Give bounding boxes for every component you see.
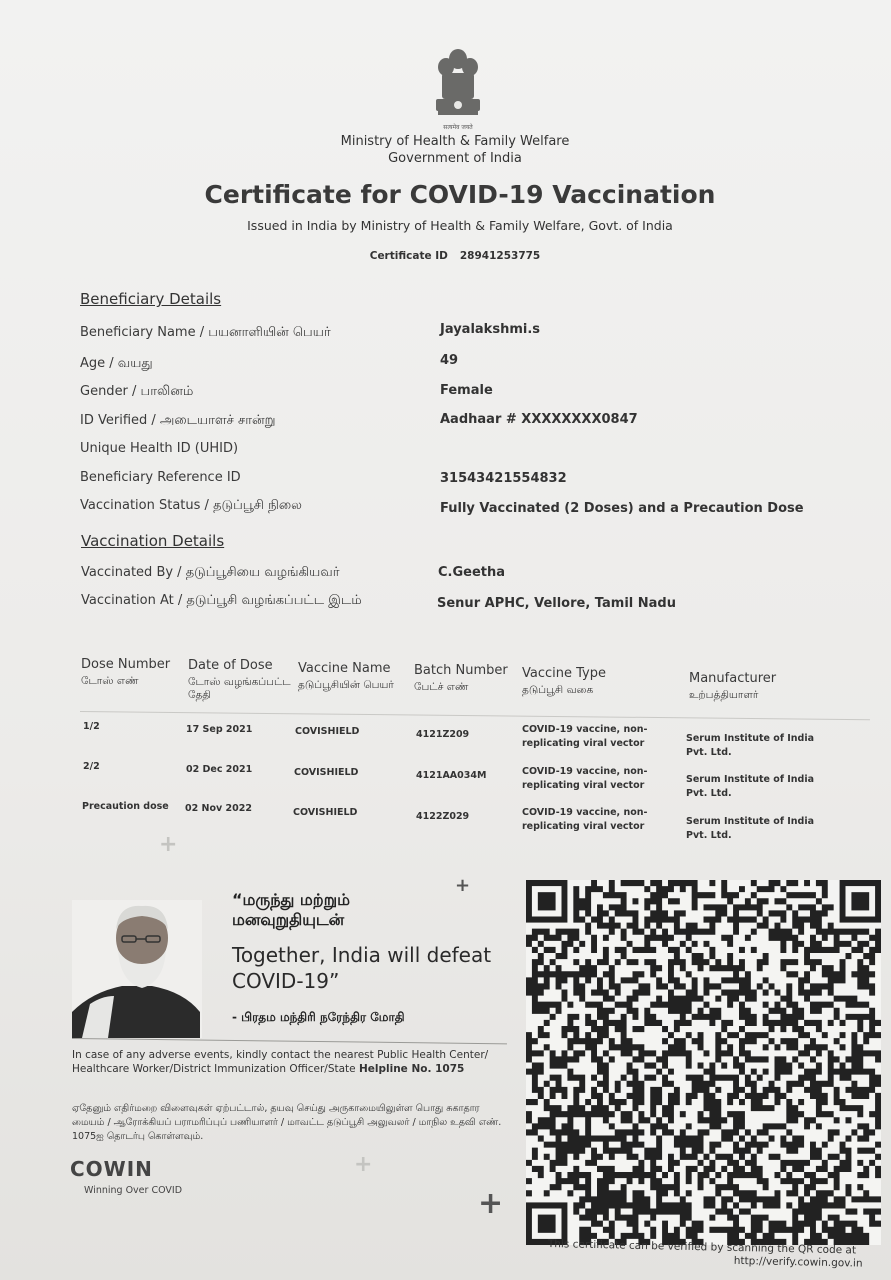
verification-url: http://verify.cowin.gov.in [733,1254,863,1270]
dose-row-2-number: 2/2 [83,761,100,772]
dose-row-3-manufacturer: Serum Institute of India Pvt. Ltd. [686,816,815,841]
dose-row-2-vaccine: COVISHIELD [294,767,359,778]
quote-english-line-1: Together, India will defeat [232,943,492,967]
plus-mark-icon: + [455,875,471,896]
dose-row-3-type: COVID-19 vaccine, non-replicating viral vector [522,807,648,832]
id-verified-label: ID Verified / அடையாளச் சான்று [80,413,276,428]
verification-note-line-1: This certificate can be verified by scanning the QR code at [547,1238,857,1257]
cowin-tagline: Winning Over COVID [84,1185,183,1196]
header-vaccine-type [522,665,606,697]
beneficiary-name-value: Jayalakshmi.s [440,322,541,337]
header-vaccine-name-en: Vaccine Name [298,661,391,676]
dose-row-1-batch: 4121Z209 [416,729,470,740]
certificate-id-value: 28941253775 [459,250,541,262]
header-dose-number-en: Dose Number [81,657,171,672]
dose-row-2-date: 02 Dec 2021 [186,764,253,775]
certificate-id [300,250,610,262]
qr-modules [526,880,881,1245]
quote-english [232,942,491,994]
dose-row-1-vaccine: COVISHIELD [295,726,360,737]
dose-row-1-manufacturer: Serum Institute of India Pvt. Ltd. [686,733,815,758]
header-date-of-dose-en: Date of Dose [188,658,273,673]
state-emblem-icon [428,45,488,133]
certificate-id-label: Certificate ID [369,250,448,262]
header-manufacturer-en: Manufacturer [689,671,777,686]
age-label: Age / வயது [80,356,153,371]
vaccinated-by-value: C.Geetha [438,565,506,580]
vaccination-at-value: Senur APHC, Vellore, Tamil Nadu [437,596,676,611]
ministry-line-2: Government of India [388,151,522,166]
vaccinated-by-label: Vaccinated By / தடுப்பூசியை வழங்கியவர் [81,565,340,580]
quote-attribution: - பிரதம மந்திரி நரேந்திர மோதி [232,1010,405,1024]
adverse-events-text: In case of any adverse events, kindly contact the nearest Public Health Center/ Healthcare Worker/District Immunization Officer/State [72,1049,489,1075]
plus-mark-icon: + [478,1186,504,1221]
dose-row-2-manufacturer: Serum Institute of India Pvt. Ltd. [686,774,815,799]
ministry-name [300,133,610,167]
header-vaccine-type-ta: தடுப்பூசி வகை [522,684,594,696]
dose-row-2-type: COVID-19 vaccine, non-replicating viral vector [522,766,648,791]
dose-row-3-vaccine: COVISHIELD [293,807,358,818]
beneficiary-reference-id-value: 31543421554832 [440,471,567,486]
vaccination-details-heading: Vaccination Details [81,532,225,550]
certificate-title: Certificate for COVID-19 Vaccination [204,180,716,209]
dose-row-1-type: COVID-19 vaccine, non-replicating viral vector [522,724,648,749]
dose-row-3-batch: 4122Z029 [416,811,470,822]
adverse-events-notice [72,1048,502,1076]
quote-tamil [232,890,350,930]
beneficiary-name-label: Beneficiary Name / பயனாளியின் பெயர் [80,325,331,340]
dose-row-2-batch: 4121AA034M [416,770,487,781]
header-batch-number-en: Batch Number [414,663,508,678]
ministry-line-1: Ministry of Health & Family Welfare [340,134,570,149]
quote-tamil-line-1: “மருந்து மற்றும் [232,890,350,909]
gender-label: Gender / பாலினம் [80,384,194,399]
gender-value: Female [440,383,493,398]
svg-text:सत्यमेव जयते: सत्यमेव जयते [443,124,473,131]
dose-row-3-date: 02 Nov 2022 [185,803,252,814]
header-vaccine-name-ta: தடுப்பூசியின் பெயர் [298,679,394,691]
quote-divider [72,1038,507,1044]
person-portrait-icon [72,900,202,1038]
dose-row-1-date: 17 Sep 2021 [186,724,253,735]
helpline-number: Helpline No. 1075 [358,1063,465,1075]
adverse-events-notice-tamil: ஏதேனும் எதிர்மறை விளைவுகள் ஏற்பட்டால், தயவு செய்து அருகாமையிலுள்ள பொது சுகாதார மையம் / ஆரோக்கியப் பராமரிப்புப் பணியாளர் / மாவட்ட தடுப்பூசி அலுவலர் / மாநில உதவி எண். 1075ஐ தொடர்பு கொள்ளவும். [72,1103,502,1142]
vaccination-status-label: Vaccination Status / தடுப்பூசி நிலை [80,498,302,513]
plus-mark-icon: + [354,1152,373,1177]
vaccination-status-value: Fully Vaccinated (2 Doses) and a Precaution Dose [440,501,804,516]
dose-row-3-number: Precaution dose [82,801,169,812]
vaccination-at-label: Vaccination At / தடுப்பூசி வழங்கப்பட்ட இடம் [81,593,362,608]
qr-code-icon [526,880,881,1245]
dose-row-1-number: 1/2 [83,721,100,732]
quote-english-line-2: COVID-19” [232,969,340,993]
header-manufacturer [689,670,776,702]
header-dose-number [81,656,170,688]
header-manufacturer-ta: உற்பத்தியாளர் [689,689,759,701]
header-vaccine-type-en: Vaccine Type [522,666,606,681]
header-batch-number-ta: பேட்ச் எண் [414,681,469,693]
table-header-divider [80,711,870,720]
beneficiary-details-heading: Beneficiary Details [80,290,222,308]
age-value: 49 [440,353,459,368]
header-dose-number-ta: டோஸ் எண் [81,675,139,687]
plus-mark-icon: + [159,832,178,857]
header-date-of-dose [188,657,293,702]
header-date-of-dose-ta: டோஸ் வழங்கப்பட்ட தேதி [188,676,291,701]
beneficiary-reference-id-label: Beneficiary Reference ID [80,470,241,485]
quote-tamil-line-2: மனவுறுதியுடன் [232,910,345,929]
id-verified-value: Aadhaar # XXXXXXXX0847 [440,412,638,427]
header-vaccine-name [298,660,394,692]
header-batch-number [414,662,508,694]
certificate-subtitle: Issued in India by Ministry of Health & Family Welfare, Govt. of India [247,218,673,233]
cowin-logo: COWIN [70,1157,153,1181]
uhid-label: Unique Health ID (UHID) [80,441,239,456]
